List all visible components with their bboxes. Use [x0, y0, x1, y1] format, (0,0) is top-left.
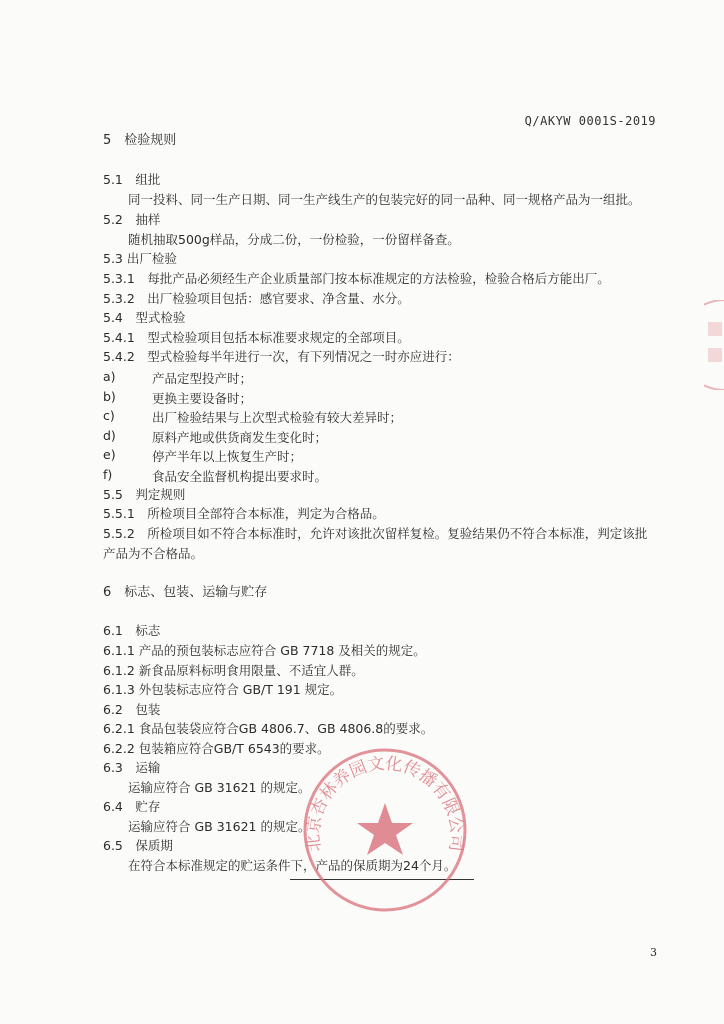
section-5-3-title: 5.3 出厂检验 [103, 251, 177, 266]
list-item-text: 停产半年以上恢复生产时； [152, 449, 303, 464]
section-6-4-text: 运输应符合 GB 31621 的规定。 [128, 819, 311, 834]
company-seal [300, 745, 470, 915]
section-5-5-2-line2: 产品为不合格品。 [103, 546, 204, 561]
list-item-key: e) [103, 447, 116, 462]
list-item-text: 原料产地或供货商发生变化时； [152, 430, 328, 445]
list-item-text: 更换主要设备时； [152, 391, 253, 406]
section-6-3-text: 运输应符合 GB 31621 的规定。 [128, 780, 311, 795]
list-item-key: f) [103, 467, 113, 482]
section-5-2-text: 随机抽取500g样品，分成二份，一份检验，一份留样备查。 [128, 232, 460, 247]
section-6-3-title: 6.3 运输 [103, 760, 161, 775]
section-5-5-1: 5.5.1 所检项目全部符合本标准，判定为合格品。 [103, 506, 385, 521]
list-item-text: 产品定型投产时； [152, 371, 253, 386]
section-6-1-2: 6.1.2 新食品原料标明食用限量、不适宜人群。 [103, 663, 364, 678]
section-6-5-title: 6.5 保质期 [103, 838, 173, 853]
section-5-title: 5 检验规则 [103, 133, 177, 148]
section-6-title: 6 标志、包装、运输与贮存 [103, 585, 268, 600]
section-6-1-title: 6.1 标志 [103, 623, 161, 638]
list-item-key: a) [103, 369, 116, 384]
section-5-2-title: 5.2 抽样 [103, 212, 161, 227]
list-item-text: 食品安全监督机构提出要求时。 [152, 469, 328, 484]
page-number: 3 [650, 946, 657, 959]
section-5-3-2: 5.3.2 出厂检验项目包括：感官要求、净含量、水分。 [103, 291, 410, 306]
section-5-1-text: 同一投料、同一生产日期、同一生产线生产的包装完好的同一品种、同一规格产品为一组批。 [128, 192, 641, 207]
section-5-4-1: 5.4.1 型式检验项目包括本标准要求规定的全部项目。 [103, 330, 410, 345]
section-5-5-title: 5.5 判定规则 [103, 487, 186, 502]
adjacent-seal-edge [704, 300, 724, 390]
section-6-2-1: 6.2.1 食品包装袋应符合GB 4806.7、GB 4806.8的要求。 [103, 721, 434, 736]
section-6-1-3: 6.1.3 外包装标志应符合 GB/T 191 规定。 [103, 682, 343, 697]
section-6-2-2: 6.2.2 包装箱应符合GB/T 6543的要求。 [103, 741, 330, 756]
section-5-5-2-line1: 5.5.2 所检项目如不符合本标准时，允许对该批次留样复检。复验结果仍不符合本标准，判定该批 [103, 526, 648, 541]
section-5-3-1: 5.3.1 每批产品必须经生产企业质量部门按本标准规定的方法检验，检验合格后方能出厂。 [103, 271, 610, 286]
section-5-1-title: 5.1 组批 [103, 172, 161, 187]
star-icon [357, 803, 413, 855]
section-5-4-2: 5.4.2 型式检验每半年进行一次，有下列情况之一时亦应进行： [103, 349, 460, 364]
list-item-text: 出厂检验结果与上次型式检验有较大差异时； [152, 410, 403, 425]
section-6-2-title: 6.2 包装 [103, 702, 161, 717]
seal-text: 北京杏林养园文化传播有限公司 [303, 753, 467, 853]
list-item-key: c) [103, 408, 115, 423]
section-5-4-title: 5.4 型式检验 [103, 310, 186, 325]
list-item-key: d) [103, 428, 116, 443]
document-code: Q/AKYW 0001S-2019 [524, 114, 656, 128]
list-item-key: b) [103, 389, 116, 404]
section-6-1-1: 6.1.1 产品的预包装标志应符合 GB 7718 及相关的规定。 [103, 643, 426, 658]
section-6-5-text: 在符合本标准规定的贮运条件下，产品的保质期为24个月。 [128, 858, 457, 873]
section-6-4-title: 6.4 贮存 [103, 799, 161, 814]
